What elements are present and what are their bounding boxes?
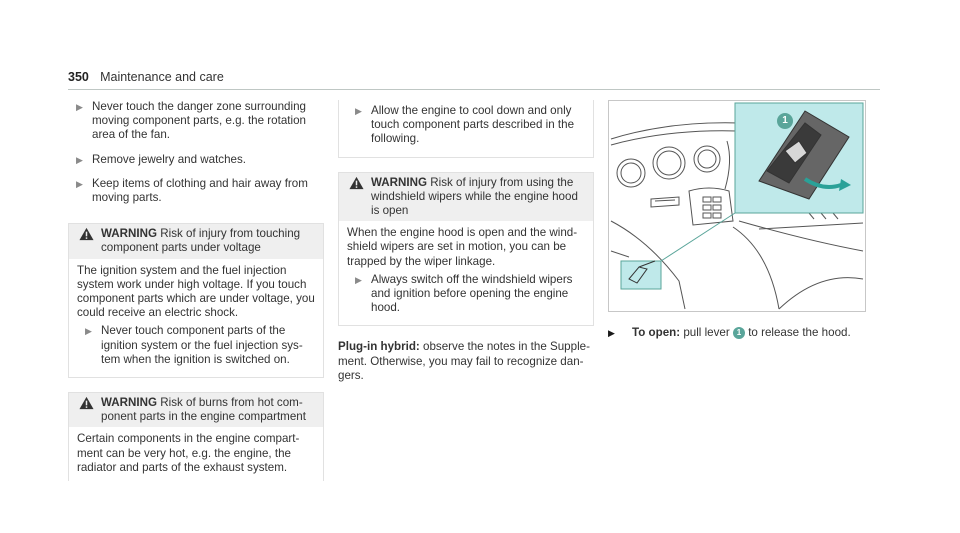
page-header bbox=[68, 70, 880, 85]
callout-marker: 1 bbox=[733, 327, 745, 339]
warning-triangle-icon bbox=[349, 176, 364, 190]
arrow-bullet-icon: ▶ bbox=[85, 326, 92, 337]
warning-title: Risk of injury from touching component parts under voltage bbox=[101, 227, 301, 255]
open-instruction bbox=[608, 326, 864, 340]
list-item: ▶ Allow the engine to cool down and only touch component parts described in the following. bbox=[355, 104, 575, 146]
warning-body bbox=[339, 221, 593, 325]
column-3 bbox=[608, 100, 864, 350]
arrow-bullet-icon: ▶ bbox=[76, 178, 83, 189]
warning-header bbox=[69, 393, 323, 427]
warning-text: The ignition system and the fuel injection system work under high voltage. If you touch component parts which are under voltage, you could receive an electric shock. bbox=[77, 263, 315, 320]
column-2 bbox=[338, 100, 594, 383]
warning-triangle-icon bbox=[79, 396, 94, 410]
warning-triangle-icon bbox=[79, 227, 94, 241]
plugin-label: Plug-in hybrid: bbox=[338, 340, 420, 354]
warning-header bbox=[69, 224, 323, 258]
arrow-bullet-icon: ▶ bbox=[608, 328, 615, 338]
warning-label: WARNING bbox=[371, 175, 428, 189]
warning-box-voltage bbox=[68, 223, 324, 378]
section-title: Maintenance and care bbox=[100, 70, 224, 84]
list-item: ▶ Never touch the danger zone surrounding moving component parts, e.g. the rotation area of the fan. bbox=[76, 100, 306, 142]
list-item: ▶ Remove jewelry and watches. bbox=[76, 152, 247, 166]
warning-label: WARNING bbox=[101, 396, 158, 410]
warning-box-wipers bbox=[338, 172, 594, 327]
list-item: ▶ Always switch off the windshield wipers and ignition before opening the engine hood. bbox=[355, 272, 573, 315]
page-number: 350 bbox=[68, 70, 89, 84]
header-rule bbox=[68, 89, 880, 90]
open-text-end: to release the hood. bbox=[748, 326, 851, 339]
list-item: ▶ Never touch component parts of the ignition system or the fuel injection system when the ignition is switched on. bbox=[85, 324, 303, 366]
callout-badge: 1 bbox=[777, 113, 793, 129]
arrow-bullet-icon: ▶ bbox=[355, 106, 362, 116]
arrow-bullet-icon: ▶ bbox=[76, 154, 83, 165]
warning-text: When the engine hood is open and the windshield wipers are set in motion, you can be trapped by the wiper linkage. bbox=[347, 226, 578, 268]
warning-body bbox=[69, 259, 323, 377]
warning-label: WARNING bbox=[101, 227, 158, 241]
warning-continuation bbox=[338, 100, 594, 158]
open-text: pull lever bbox=[683, 326, 730, 339]
list-item: ▶ Keep items of clothing and hair away from moving parts. bbox=[76, 176, 308, 205]
open-label: To open: bbox=[632, 326, 681, 339]
warning-title: Risk of injury from using the windshield wipers while the engine hood is open bbox=[371, 175, 578, 218]
warning-title: Risk of burns from hot component parts in the engine compartment bbox=[101, 396, 306, 424]
interior-drawing bbox=[609, 101, 865, 311]
warning-header bbox=[339, 173, 593, 222]
arrow-bullet-icon: ▶ bbox=[355, 274, 362, 285]
plugin-text: observe the notes in the Supplement. Otherwise, you may fail to recognize dangers. bbox=[338, 340, 590, 382]
hood-release-illustration bbox=[608, 100, 866, 312]
warning-box-burns bbox=[68, 392, 324, 481]
plugin-hybrid-note bbox=[338, 340, 594, 383]
arrow-bullet-icon: ▶ bbox=[76, 102, 83, 112]
warning-body bbox=[69, 427, 323, 481]
column-1 bbox=[68, 100, 324, 495]
warning-text: Certain components in the engine compartment can be very hot, e.g. the engine, the radiator and parts of the exhaust system. bbox=[77, 432, 300, 474]
